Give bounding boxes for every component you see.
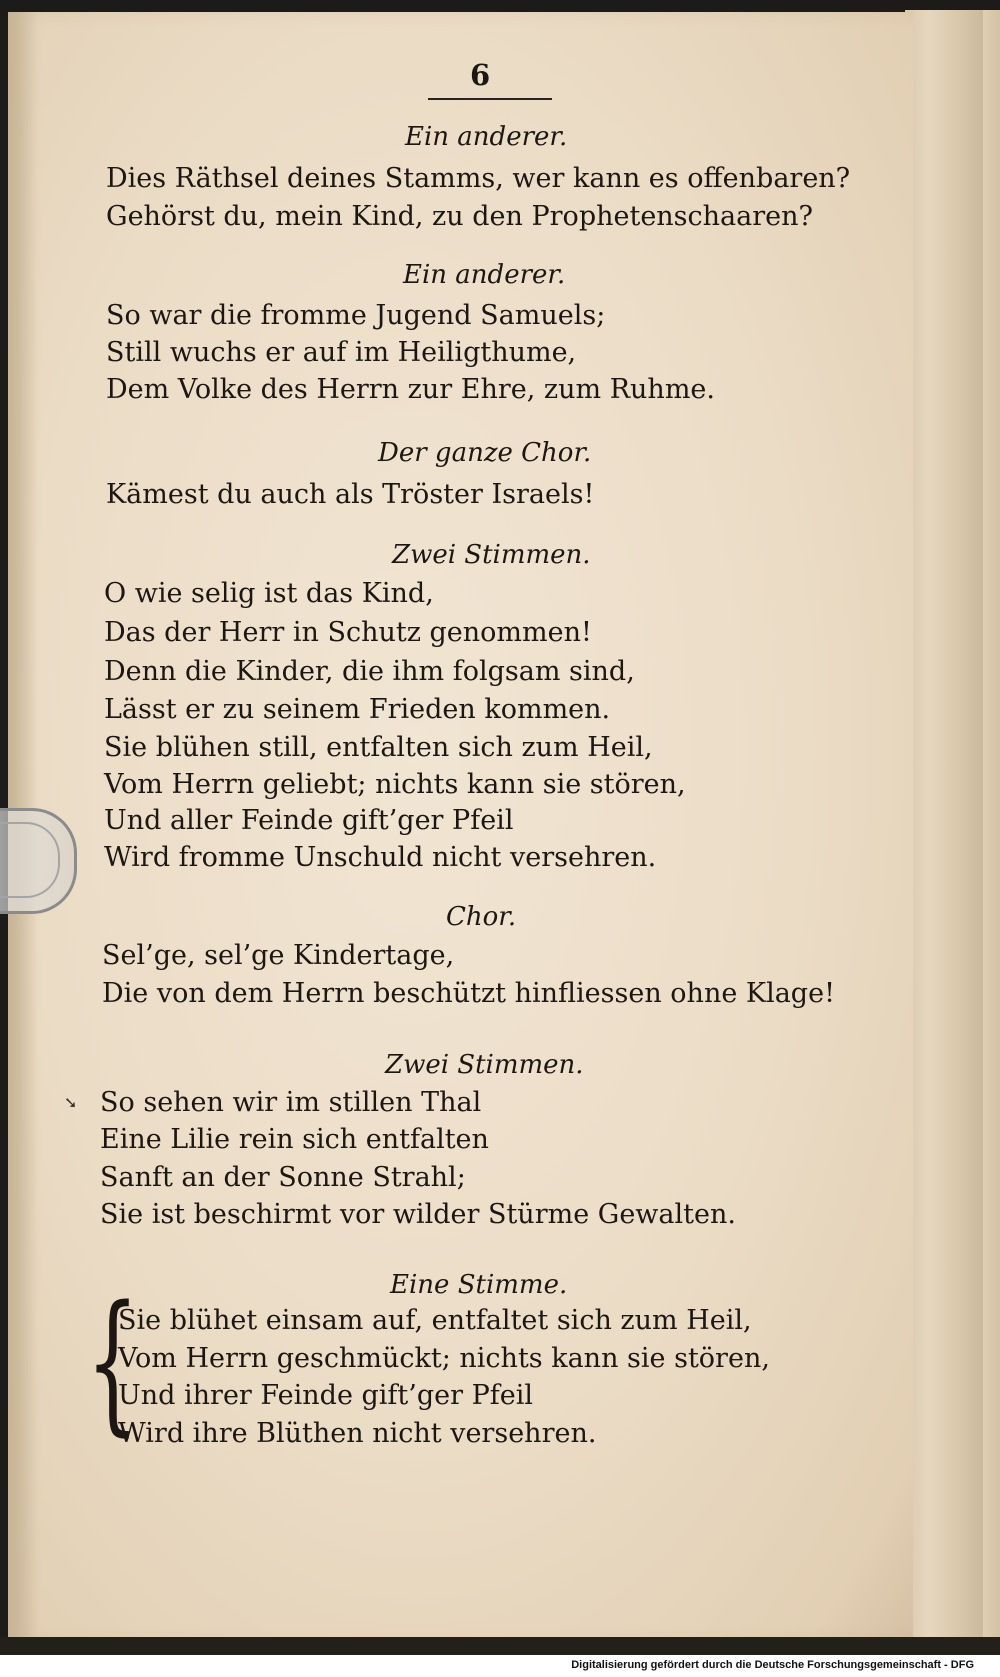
verse-line: Und ihrer Feinde gift’ger Pfeil — [118, 1380, 534, 1411]
speaker-heading: Chor. — [446, 902, 517, 932]
verse-line: Dem Volke des Herrn zur Ehre, zum Ruhme. — [106, 374, 715, 405]
speaker-heading: Zwei Stimmen. — [392, 540, 591, 570]
paper-clip-inner — [0, 822, 60, 898]
margin-mark: ➘ — [64, 1093, 78, 1112]
verse-line: Vom Herrn geschmückt; nichts kann sie stören, — [118, 1343, 770, 1374]
speaker-heading: Der ganze Chor. — [378, 438, 592, 468]
verse-line: Sanft an der Sonne Strahl; — [100, 1162, 466, 1193]
verse-line: Sel’ge, sel’ge Kindertage, — [102, 940, 455, 971]
curly-brace-icon: { — [86, 1273, 140, 1450]
header-rule — [428, 98, 552, 100]
verse-line: Eine Lilie rein sich entfalten — [100, 1124, 489, 1155]
verse-line: Sie blühen still, entfalten sich zum Heil, — [104, 732, 653, 763]
verse-line: Sie blühet einsam auf, entfaltet sich zum Heil, — [118, 1305, 752, 1336]
verse-line: So war die fromme Jugend Samuels; — [106, 300, 606, 331]
speaker-heading: Ein anderer. — [405, 122, 568, 152]
verse-line: O wie selig ist das Kind, — [104, 578, 434, 609]
verse-line: Vom Herrn geliebt; nichts kann sie stören, — [104, 769, 686, 800]
verse-line: Lässt er zu seinem Frieden kommen. — [104, 694, 611, 725]
verse-line: Still wuchs er auf im Heiligthume, — [106, 337, 577, 368]
speaker-heading: Eine Stimme. — [390, 1270, 568, 1300]
speaker-heading: Ein anderer. — [403, 260, 566, 290]
verse-line: So sehen wir im stillen Thal — [100, 1087, 482, 1118]
verse-line: Dies Räthsel deines Stamms, wer kann es offenbaren? — [106, 163, 851, 194]
scan-frame-bottom — [0, 1637, 1000, 1655]
verse-line: Gehörst du, mein Kind, zu den Prophetenschaaren? — [106, 201, 813, 232]
page-edge-right — [905, 10, 983, 1640]
page-number: 6 — [470, 58, 491, 92]
verse-line: Das der Herr in Schutz genommen! — [104, 617, 592, 648]
verse-line: Denn die Kinder, die ihm folgsam sind, — [104, 656, 635, 687]
verse-line: Wird fromme Unschuld nicht versehren. — [104, 842, 657, 873]
verse-line: Die von dem Herrn beschützt hinfliessen ohne Klage! — [102, 978, 835, 1009]
verse-line: Wird ihre Blüthen nicht versehren. — [118, 1418, 597, 1449]
speaker-heading: Zwei Stimmen. — [385, 1050, 584, 1080]
verse-line: Sie ist beschirmt vor wilder Stürme Gewalten. — [100, 1199, 736, 1230]
footer-credit: Digitalisierung gefördert durch die Deutsche Forschungsgemeinschaft - DFG — [571, 1659, 974, 1671]
verse-line: Kämest du auch als Tröster Israels! — [106, 479, 595, 510]
verse-line: Und aller Feinde gift’ger Pfeil — [104, 805, 514, 836]
